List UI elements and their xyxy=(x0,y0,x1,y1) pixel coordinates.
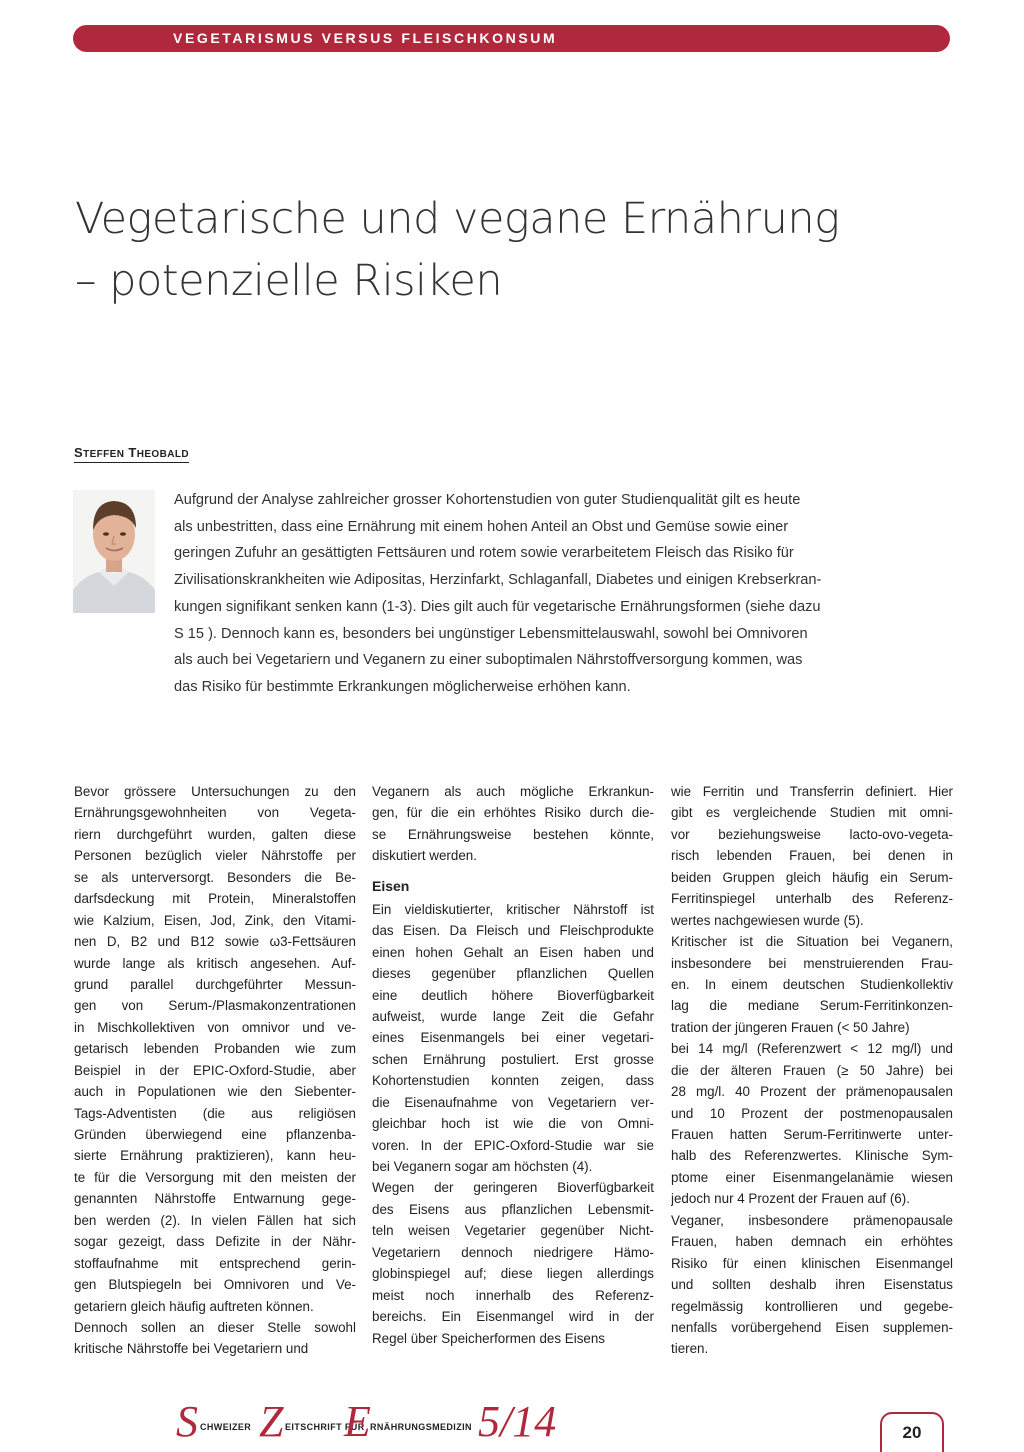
author-name xyxy=(74,445,189,463)
text-line: wie Kalzium, Eisen, Jod, Zink, den Vitami- xyxy=(74,912,356,928)
text-line: ptome einer Eisenmangelanämie wiesen xyxy=(671,1169,953,1185)
text-line: des Eisens aus pflanzlichen Lebensmit- xyxy=(372,1201,654,1217)
text-line: Kohortenstudien konnten zeigen, dass xyxy=(372,1073,654,1089)
author-portrait xyxy=(73,490,155,613)
title-line-1: Vegetarische und vegane Ernährung xyxy=(75,194,840,244)
text-line: bei Veganern sogar am höchsten (4). xyxy=(372,1159,593,1174)
section-title: VEGETARISMUS VERSUS FLEISCHKONSUM xyxy=(173,30,558,46)
page-number: 20 xyxy=(880,1412,944,1452)
text-line: bereichs. Ein Eisenmangel wird in der xyxy=(372,1309,654,1325)
text-line: sogar gezeigt, dass Defizite in der Nähr- xyxy=(74,1234,356,1250)
text-line: vor beziehungsweise lacto-ovo-vegeta- xyxy=(671,826,953,842)
text-line: Wegen der geringeren Bioverfügbarkeit xyxy=(372,1180,654,1196)
text-line: tieren. xyxy=(671,1341,709,1357)
text-line: Ein vieldiskutierter, kritischer Nährstoff ist xyxy=(372,901,654,917)
text-line: riern durchgeführt wurden, galten diese xyxy=(74,826,356,842)
title-line-2: – potenzielle Risiken xyxy=(75,256,503,306)
text-line: halb des Referenzwertes. Klinische Sym- xyxy=(671,1148,953,1164)
text-line: wie Ferritin und Transferrin definiert. Hier xyxy=(671,784,953,799)
abstract-line: das Risiko für bestimmte Erkrankungen möglicherweise erhöhen kann. xyxy=(174,678,631,695)
text-line: die Eisenaufnahme von Vegetariern ver- xyxy=(372,1094,654,1110)
text-line: gleichbar hoch ist wie die von Omni- xyxy=(372,1116,654,1132)
text-line: nen D, B2 und B12 sowie ω3-Fettsäuren xyxy=(74,934,356,950)
text-column-2 xyxy=(372,781,654,1349)
text-line: gen, für die ein erhöhtes Risiko durch die- xyxy=(372,805,654,821)
text-line: und sollten deshalb ihren Eisenstatus xyxy=(671,1277,953,1293)
text-line: schen Ernährung postuliert. Erst grosse xyxy=(372,1051,654,1067)
journal-word-2: EITSCHRIFT FÜR xyxy=(285,1422,365,1432)
text-line: Personen bezüglich vieler Nährstoffe per xyxy=(74,848,356,864)
text-line: eines Eisenmangels bei einer vegetari- xyxy=(372,1030,654,1046)
text-line: diskutiert werden. xyxy=(372,848,477,864)
text-column-1 xyxy=(74,781,356,1360)
article-title xyxy=(75,188,975,312)
text-line: genannten Nährstoffe Entwarnung gege- xyxy=(74,1191,356,1207)
text-line: 28 mg/l. 40 Prozent der prämenopausalen xyxy=(671,1084,953,1100)
text-line: meist noch innerhalb des Referenz- xyxy=(372,1287,654,1303)
text-line: gibt es vergleichende Studien mit omni- xyxy=(671,805,953,821)
text-line: Ernährungsgewohnheiten von Vegeta- xyxy=(74,805,356,821)
journal-letter-z: Z xyxy=(259,1397,284,1446)
text-line: Gründen überwiegend eine pflanzenba- xyxy=(74,1127,356,1142)
section-heading-eisen: Eisen xyxy=(372,877,410,894)
text-line: Tags-Adventisten (die aus religiösen xyxy=(74,1105,356,1121)
text-line: regelmässig kontrollieren und gegebe- xyxy=(671,1298,953,1314)
text-line: die der älteren Frauen (≥ 50 Jahre) bei xyxy=(671,1062,953,1078)
text-line: Ferritinspiegel unterhalb des Referenz- xyxy=(671,891,953,907)
text-line: tration der jüngeren Frauen (< 50 Jahre) xyxy=(671,1019,910,1035)
section-header-bar xyxy=(73,25,950,52)
text-line: Veganern als auch mögliche Erkrankun- xyxy=(372,784,654,799)
journal-word-3: RNÄHRUNGSMEDIZIN xyxy=(370,1422,472,1432)
text-line: Vegetariern dennoch niedrigere Hämo- xyxy=(372,1244,654,1260)
text-line: Veganer, insbesondere prämenopausale xyxy=(671,1212,953,1228)
text-line: gen von Serum-/Plasmakonzentrationen xyxy=(74,998,356,1014)
text-line: en. In einem deutschen Studienkollektiv xyxy=(671,976,953,992)
text-line: getarisch lebenden Probanden wie zum xyxy=(74,1041,356,1057)
text-line: Dennoch sollen an dieser Stelle sowohl xyxy=(74,1319,356,1335)
text-line: Beispiel in der EPIC-Oxford-Studie, aber xyxy=(74,1062,356,1078)
text-line: globinspiegel auf; diese liegen allerdings xyxy=(372,1266,654,1282)
text-line: jedoch nur 4 Prozent der Frauen auf (6). xyxy=(671,1191,910,1207)
abstract-line: Aufgrund der Analyse zahlreicher grosser Kohortenstudien von guter Studienqualität gilt es heute xyxy=(174,492,801,508)
abstract-line: S 15 ). Dennoch kann es, besonders bei ungünstiger Lebensmittelauswahl, sowohl bei Omnivoren xyxy=(174,625,808,642)
text-line: wurde lange als kritisch angesehen. Auf- xyxy=(74,955,356,971)
text-line: in Mischkollektiven von omnivor und ve- xyxy=(74,1019,356,1035)
text-line: lag die mediane Serum-Ferritinkonzen- xyxy=(671,998,953,1014)
text-line: sierte Ernährung praktizieren), kann heu- xyxy=(74,1148,356,1164)
text-line: das Eisen. Da Fleisch und Fleischprodukte xyxy=(372,923,654,939)
text-line: aufweist, wurde lange Zeit die Gefahr xyxy=(372,1008,654,1024)
text-line: risch lebenden Frauen, bei denen in xyxy=(671,848,953,864)
text-column-3 xyxy=(671,781,953,1360)
abstract-line: kungen signifikant senken kann (1-3). Dies gilt auch für vegetarische Ernährungsformen (siehe dazu xyxy=(174,598,821,615)
text-line: auch in Populationen wie den Siebenter- xyxy=(74,1084,356,1100)
journal-letter-e: E xyxy=(344,1397,371,1446)
text-line: se als unterversorgt. Besonders die Be- xyxy=(74,869,356,885)
text-line: Kritischer ist die Situation bei Veganern, xyxy=(671,934,953,950)
text-line: und 10 Prozent der postmenopausalen xyxy=(671,1105,953,1121)
author-first-initial: S xyxy=(74,445,84,460)
text-line: insbesondere bei menstruierenden Frau- xyxy=(671,955,953,971)
text-line: grund parallel durchgeführter Messun- xyxy=(74,976,356,992)
abstract-line: Zivilisationskrankheiten wie Adipositas, Herzinfarkt, Schlaganfall, Diabetes und einigen Krebserkran- xyxy=(174,572,822,589)
text-line: nenfalls vorübergehend Eisen supplemen- xyxy=(671,1319,953,1335)
text-line: Risiko für einen klinischen Eisenmangel xyxy=(671,1255,953,1271)
text-line: beiden Gruppen gleich häufig ein Serum- xyxy=(671,869,953,885)
text-line: dieses gegenüber pflanzlichen Quellen xyxy=(372,966,654,982)
text-line: voren. In der EPIC-Oxford-Studie war sie xyxy=(372,1137,654,1153)
author-last-initial: T xyxy=(128,445,137,460)
text-line: darfsdeckung mit Protein, Mineralstoffen xyxy=(74,891,356,907)
journal-word-1: CHWEIZER xyxy=(200,1422,252,1432)
text-line: gen Blutspiegeln bei Omnivoren und Ve- xyxy=(74,1277,356,1293)
abstract-line: als auch bei Vegetariern und Veganern zu einer suboptimalen Nährstoffversorgung kommen, was xyxy=(174,652,803,669)
author-last-rest: HEOBALD xyxy=(136,449,189,460)
text-line: te für die Versorgung mit den meisten der xyxy=(74,1169,356,1185)
text-line: Frauen hatten Serum-Ferritinwerte unter- xyxy=(671,1127,953,1142)
abstract-line: geringen Zufuhr an gesättigten Fettsäuren und rotem sowie verarbeitetem Fleisch das Risiko für xyxy=(174,545,794,562)
text-line: Regel über Speicherformen des Eisens xyxy=(372,1330,605,1346)
text-line: se Ernährungsweise bestehen könnte, xyxy=(372,826,654,842)
journal-issue: 5/14 xyxy=(478,1397,557,1446)
abstract-line: als unbestritten, dass eine Ernährung mit einem hohen Anteil an Obst und Gemüse sowie einer xyxy=(174,518,789,535)
article-abstract xyxy=(174,487,960,701)
text-line: bei 14 mg/l (Referenzwert < 12 mg/l) und xyxy=(671,1041,953,1057)
text-line: getariern gleich häufig auftreten können. xyxy=(74,1298,314,1314)
text-line: eine deutlich höhere Bioverfügbarkeit xyxy=(372,987,654,1003)
text-line: stoffaufnahme mit entsprechend gerin- xyxy=(74,1255,356,1271)
text-line: einen hohen Gehalt an Eisen haben und xyxy=(372,944,654,960)
journal-letter-s: S xyxy=(176,1397,198,1446)
text-line: kritische Nährstoffe bei Vegetariern und xyxy=(74,1341,309,1357)
text-line: Frauen, haben demnach ein erhöhtes xyxy=(671,1234,953,1250)
text-line: wertes nachgewiesen wurde (5). xyxy=(671,912,864,928)
text-line: ben werden (2). In vielen Fällen hat sich xyxy=(74,1212,356,1228)
author-first-rest: TEFFEN xyxy=(83,449,125,460)
text-line: Bevor grössere Untersuchungen zu den xyxy=(74,784,356,799)
text-line: teln weisen Vegetarier gegenüber Nicht- xyxy=(372,1223,654,1239)
portrait-image xyxy=(73,490,155,613)
journal-footer xyxy=(176,1397,596,1446)
